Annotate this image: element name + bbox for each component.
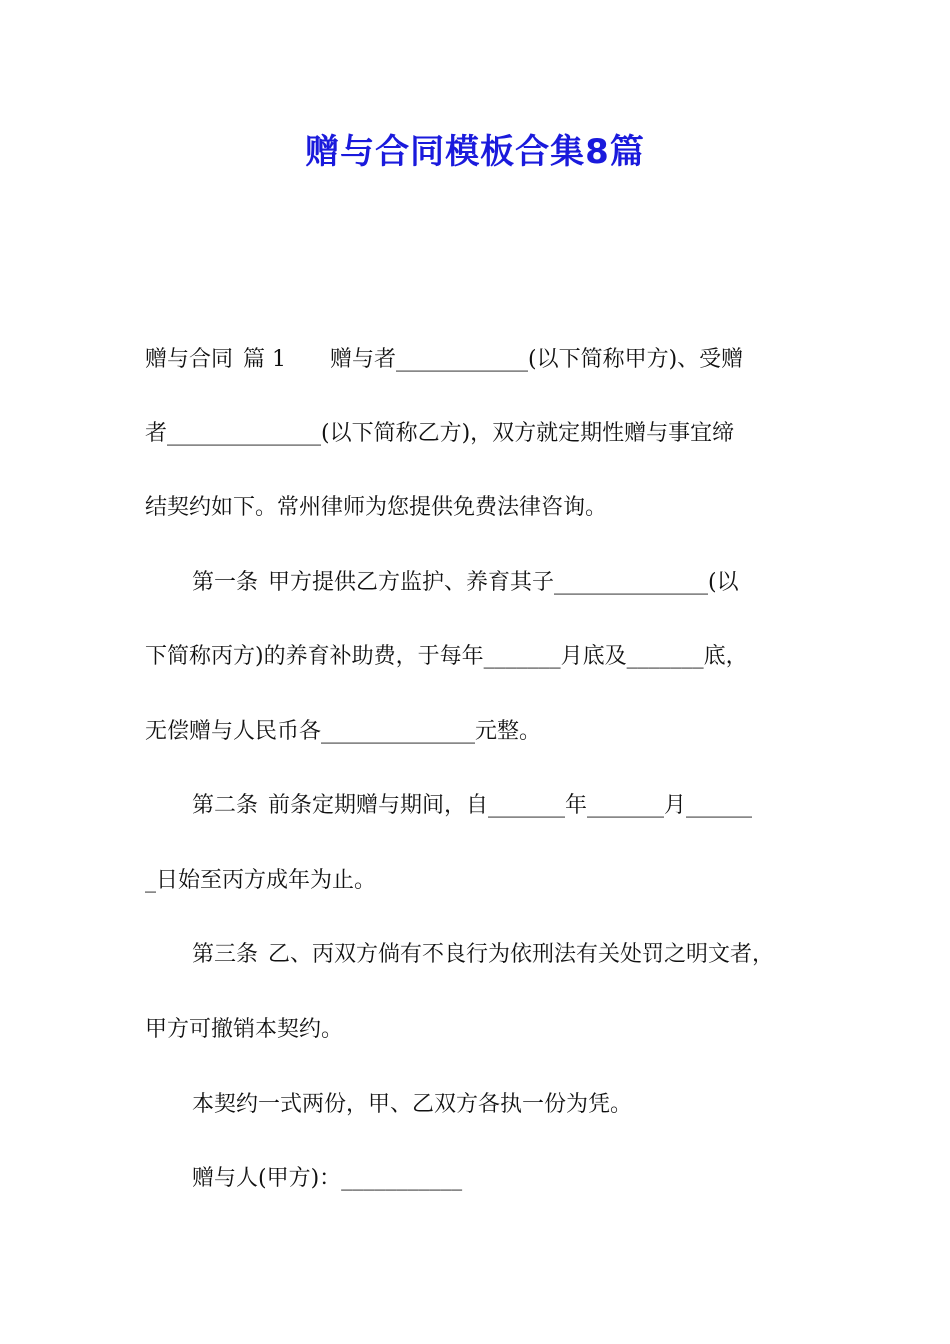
article-label: 第一条	[192, 570, 259, 595]
paragraph-line-3: 结契约如下。常州律师为您提供免费法律咨询。	[145, 495, 608, 520]
article-label: 第二条	[192, 793, 259, 818]
line-text: 甲方提供乙方监护、养育其子______________(以	[268, 570, 739, 595]
contract-heading: 赠与合同	[145, 347, 234, 372]
article-3-line-1	[192, 940, 774, 970]
article-1-line-2: 下简称丙方)的养育补助费，于每年_______月底及_______底，	[145, 644, 748, 669]
copies-clause: 本契约一式两份，甲、乙双方各执一份为凭。	[192, 1092, 633, 1117]
donor-signature-line: 赠与人(甲方)：___________	[192, 1166, 463, 1191]
line-text: 前条定期赠与期间，自_______年_______月______	[268, 793, 753, 818]
line-text: 乙、丙双方倘有不良行为依刑法有关处罚之明文者，	[268, 942, 775, 967]
article-1-line-3: 无偿赠与人民币各______________元整。	[145, 719, 542, 744]
paragraph-line-1	[145, 345, 743, 375]
article-2-line-1	[192, 791, 752, 821]
article-label: 第三条	[192, 942, 259, 967]
article-1-line-1	[192, 568, 739, 598]
contract-heading-number: 篇 1	[243, 347, 287, 372]
article-2-line-2: _日始至丙方成年为止。	[145, 868, 377, 893]
line-text: 赠与者____________(以下简称甲方)、受赠	[330, 347, 744, 372]
document-title: 赠与合同模板合集8篇	[305, 132, 645, 172]
paragraph-line-2: 者______________(以下简称乙方)，双方就定期性赠与事宜缔	[145, 421, 735, 446]
article-3-line-2: 甲方可撤销本契约。	[145, 1017, 344, 1042]
